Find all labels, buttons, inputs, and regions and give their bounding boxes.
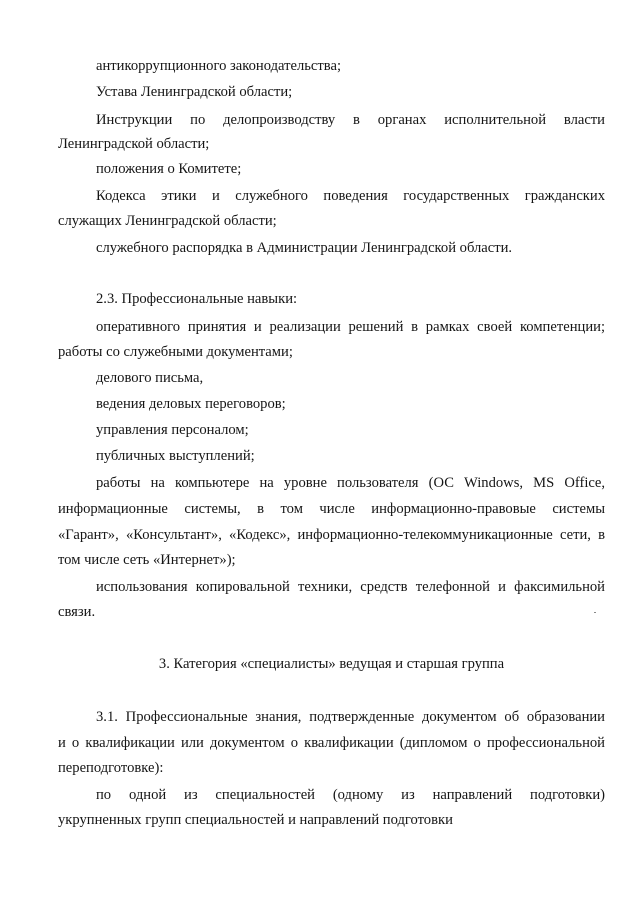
text-line: ведения деловых переговоров;: [96, 396, 286, 412]
section-heading: 3. Категория «специалисты» ведущая и старшая группа: [158, 656, 505, 672]
text-line: положения о Комитете;: [96, 161, 242, 177]
text-line: публичных выступлений;: [96, 448, 255, 464]
text-line: «Гарант», «Консультант», «Кодекс», информационно-телекоммуникационные сети, в: [58, 527, 605, 543]
text-line: том числе сеть «Интернет»);: [58, 552, 236, 568]
text-line: по одной из специальностей (одному из направлений подготовки): [96, 787, 605, 803]
text-line: работы со служебными документами;: [58, 344, 293, 360]
text-line: антикоррупционного законодательства;: [96, 58, 342, 74]
scan-speck: [594, 612, 596, 613]
text-line: служащих Ленинградской области;: [58, 213, 277, 229]
text-line: работы на компьютере на уровне пользователя (ОС Windows, MS Office,: [96, 475, 605, 491]
text-line: делового письма,: [96, 370, 204, 386]
text-line: 3.1. Профессиональные знания, подтвержденные документом об образовании: [96, 709, 605, 725]
text-line: Инструкции по делопроизводству в органах исполнительной власти: [96, 112, 605, 128]
text-line: укрупненных групп специальностей и направлений подготовки: [58, 812, 453, 828]
text-line: Ленинградской области;: [58, 136, 210, 152]
text-line: Устава Ленинградской области;: [96, 84, 293, 100]
text-line: служебного распорядка в Администрации Ленинградской области.: [96, 240, 513, 256]
text-line: использования копировальной техники, средств телефонной и факсимильной: [96, 579, 605, 595]
text-line: управления персоналом;: [96, 422, 249, 438]
text-line: оперативного принятия и реализации решений в рамках своей компетенции;: [96, 319, 605, 335]
section-heading: 2.3. Профессиональные навыки:: [96, 291, 298, 307]
text-line: и о квалификации или документом о квалификации (дипломом о профессиональной: [58, 735, 605, 751]
text-line: связи.: [58, 604, 96, 620]
text-line: переподготовке):: [58, 760, 164, 776]
text-line: Кодекса этики и служебного поведения государственных гражданских: [96, 188, 605, 204]
text-line: информационные системы, в том числе информационно-правовые системы: [58, 501, 605, 517]
